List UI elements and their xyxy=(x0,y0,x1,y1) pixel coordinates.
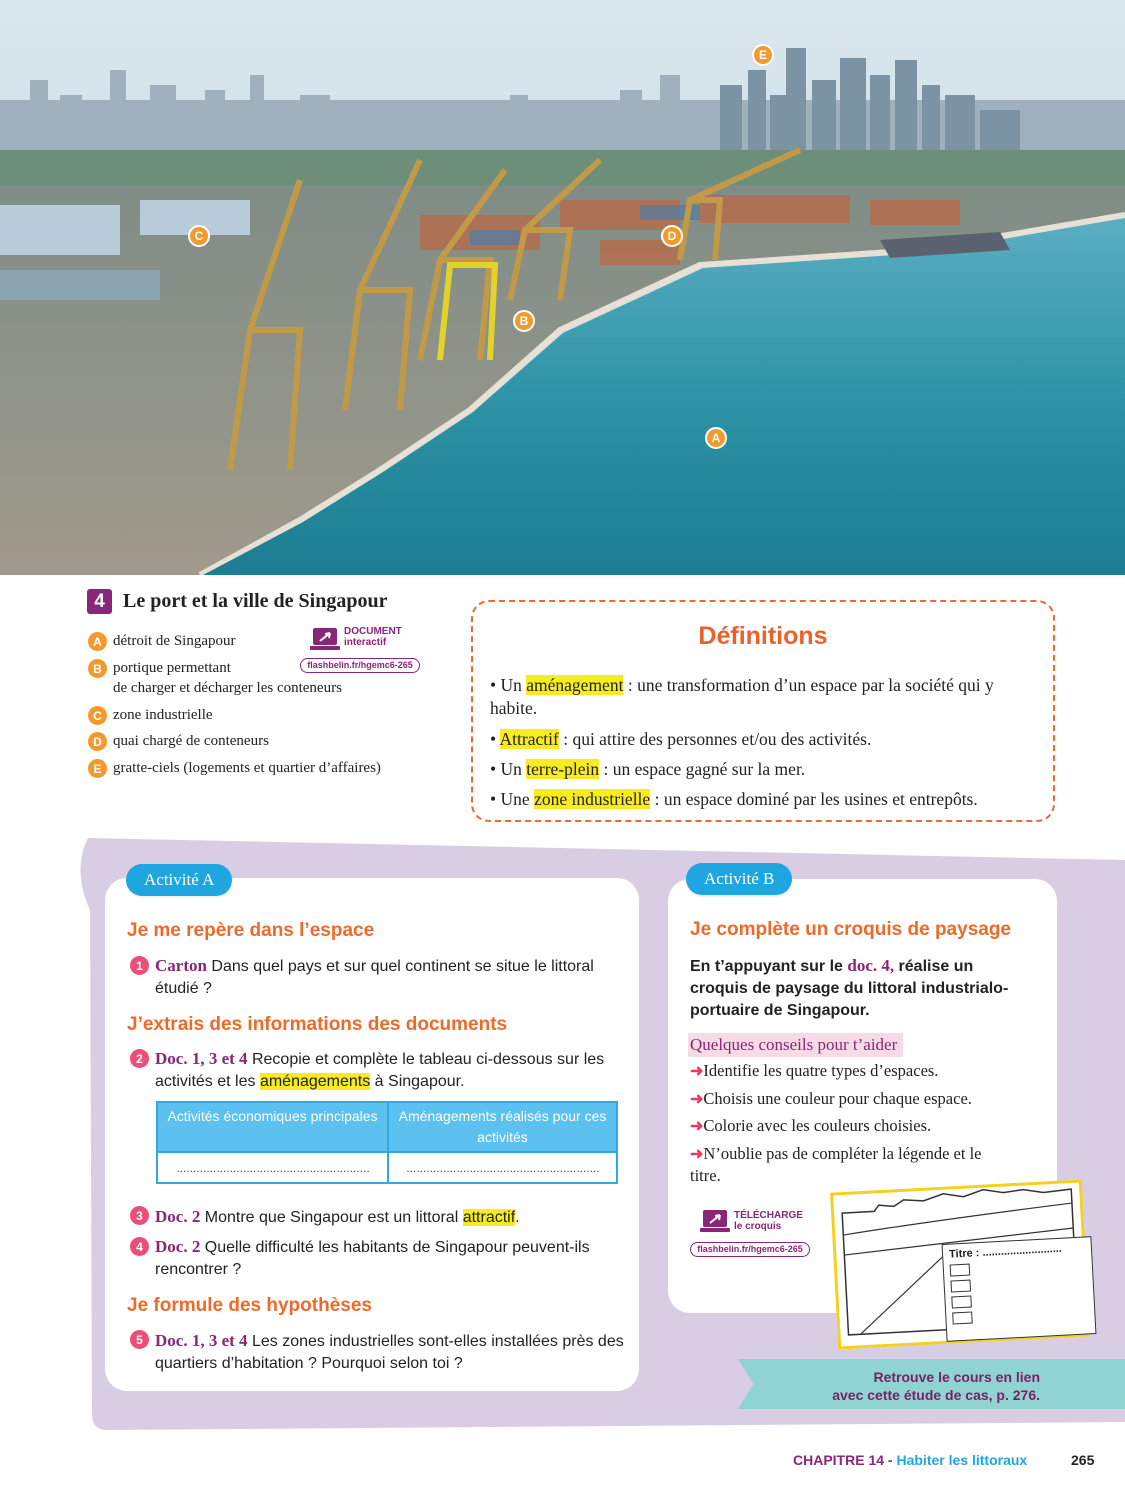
question-2: Doc. 1, 3 et 4 Recopie et complète le tableau ci-dessous sur les activités et les aménagements à Singapour. xyxy=(155,1049,605,1090)
definition-item: • Une zone industrielle : un espace dominé par les usines et entrepôts. xyxy=(490,789,978,809)
laptop-icon xyxy=(310,626,340,654)
laptop-icon xyxy=(700,1208,730,1236)
question-number: 2 xyxy=(130,1049,149,1068)
arrow-icon: ➜ xyxy=(690,1146,704,1163)
legend-text: zone industrielle xyxy=(113,707,213,723)
definition-item: • Attractif : qui attire des personnes et/ou des activités. xyxy=(490,729,872,749)
arrow-icon: ➜ xyxy=(690,1091,704,1108)
table-cell[interactable]: .......................................................... xyxy=(176,1161,370,1175)
legend-item xyxy=(88,731,269,751)
section-heading: Je complète un croquis de paysage xyxy=(690,919,1011,940)
tip-item: ➜Colorie avec les couleurs choisies. xyxy=(690,1116,932,1135)
download-sublabel: le croquis xyxy=(734,1221,782,1232)
interactive-sublabel: interactif xyxy=(344,637,387,648)
definitions-title: Définitions xyxy=(698,622,828,650)
chapter-label: CHAPITRE 14 xyxy=(793,1452,885,1468)
tips-title: Quelques conseils pour t’aider xyxy=(688,1033,903,1057)
port-photo xyxy=(0,0,1125,575)
activity-b-tab: Activité B xyxy=(686,863,792,895)
definition-term: terre-plein xyxy=(526,759,600,779)
question-4: Doc. 2 Quelle difficulté les habitants de Singapour peuvent-ils rencontrer ? xyxy=(155,1237,590,1278)
legend-marker: A xyxy=(88,632,107,651)
marker-a: A xyxy=(705,427,727,449)
legend-text: de charger et décharger les conteneurs xyxy=(113,680,342,696)
activities-table xyxy=(156,1101,618,1184)
definition-term: aménagement xyxy=(526,675,624,695)
section-heading: Je me repère dans l’espace xyxy=(127,920,375,941)
table-header: Activités économiques principales xyxy=(158,1103,387,1151)
banner-text: Retrouve le cours en lien avec cette étude de cas, p. 276. xyxy=(832,1369,1040,1403)
tip-item: ➜N’oublie pas de compléter la légende et le titre. xyxy=(690,1144,982,1185)
question-3: Doc. 2 Montre que Singapour est un littoral attractif. xyxy=(155,1207,520,1226)
legend-text: portique permettant xyxy=(113,660,231,676)
definition-term: Attractif xyxy=(499,729,559,749)
legend-item xyxy=(88,658,231,678)
marker-d: D xyxy=(661,225,683,247)
arrow-icon: ➜ xyxy=(690,1118,704,1135)
legend-text: gratte-ciels (logements et quartier d’affaires) xyxy=(113,760,381,776)
legend-item-continued xyxy=(113,678,342,698)
question-number: 3 xyxy=(130,1206,149,1225)
section-heading: J’extrais des informations des documents xyxy=(127,1014,508,1035)
question-1: Carton Dans quel pays et sur quel continent se situe le littoral étudié ? xyxy=(155,956,594,997)
question-number: 1 xyxy=(130,956,149,975)
page-number: 265 xyxy=(1071,1452,1095,1468)
question-number: 4 xyxy=(130,1237,149,1256)
interactive-document-link[interactable] xyxy=(300,624,420,674)
legend-item xyxy=(88,631,235,651)
legend-text: détroit de Singapour xyxy=(113,633,236,649)
legend-item xyxy=(88,705,213,725)
interactive-url[interactable]: flashbelin.fr/hgemc6-265 xyxy=(300,658,420,673)
port-illustration xyxy=(0,0,1125,575)
activity-a-tab: Activité A xyxy=(126,864,232,896)
interactive-label: DOCUMENT xyxy=(344,626,402,637)
sketch-legend-card: Titre : .......................... xyxy=(942,1236,1097,1342)
chapter-topic: Habiter les littoraux xyxy=(896,1452,1028,1468)
legend-item xyxy=(88,758,381,778)
legend-marker: D xyxy=(88,732,107,751)
marker-c: C xyxy=(188,225,210,247)
download-url[interactable]: flashbelin.fr/hgemc6-265 xyxy=(690,1242,810,1257)
tip-item: ➜Choisis une couleur pour chaque espace. xyxy=(690,1089,972,1108)
marker-b: B xyxy=(513,310,535,332)
legend-marker: C xyxy=(88,706,107,725)
question-number: 5 xyxy=(130,1330,149,1349)
document-number: 4 xyxy=(87,589,112,614)
sketch-title: Titre : xyxy=(948,1247,980,1261)
document-title: Le port et la ville de Singapour xyxy=(123,590,388,612)
question-5: Doc. 1, 3 et 4 Les zones industrielles sont-elles installées près des quartiers d’habitation ? Pourquoi selon toi ? xyxy=(155,1331,624,1372)
table-header: Aménagements réalisés pour ces activités xyxy=(389,1103,616,1151)
legend-marker: B xyxy=(88,659,107,678)
tip-item: ➜Identifie les quatre types d’espaces. xyxy=(690,1061,939,1080)
definition-item: • Un terre-plein : un espace gagné sur la mer. xyxy=(490,759,806,779)
arrow-icon: ➜ xyxy=(690,1063,704,1080)
marker-e: E xyxy=(752,44,774,66)
definition-item: • Un aménagement : une transformation d’un espace par la société qui y habite. xyxy=(490,675,994,718)
download-sketch-link[interactable] xyxy=(690,1208,810,1256)
definitions-box xyxy=(471,600,1055,822)
definition-term: zone industrielle xyxy=(534,789,651,809)
page-footer: CHAPITRE 14 - Habiter les littoraux xyxy=(793,1452,1028,1468)
activity-b-intro: En t’appuyant sur le doc. 4, réalise un croquis de paysage du littoral industrialo-portuaire de Singapour. xyxy=(690,956,1009,1019)
table-cell[interactable]: .......................................................... xyxy=(406,1161,600,1175)
download-label: TÉLÉCHARGE xyxy=(734,1210,803,1221)
legend-text: quai chargé de conteneurs xyxy=(113,733,269,749)
legend-marker: E xyxy=(88,759,107,778)
section-heading: Je formule des hypothèses xyxy=(127,1295,372,1316)
